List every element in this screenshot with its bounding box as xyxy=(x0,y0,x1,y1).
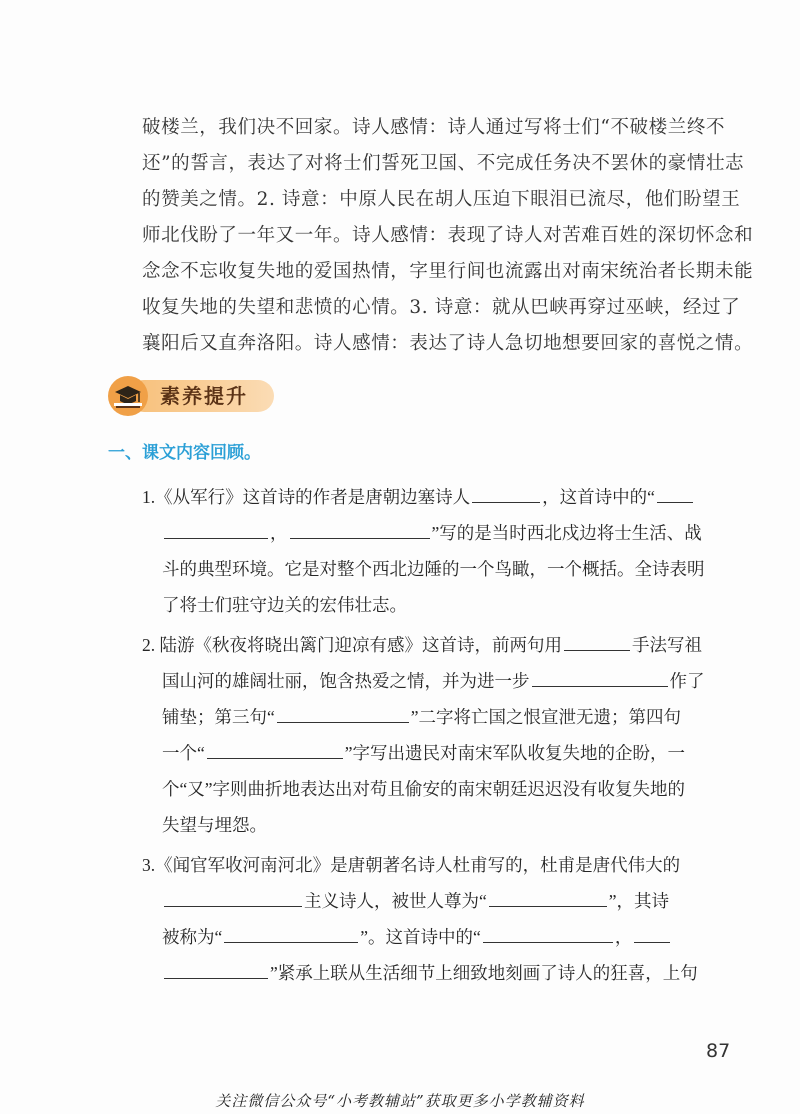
q3-text: 主义诗人，被世人尊为“ xyxy=(304,891,487,911)
q2-text: 铺垫；第三句“ xyxy=(162,707,275,727)
q2-line xyxy=(162,700,681,734)
page-number: 87 xyxy=(706,1040,731,1062)
q2-text: 一个“ xyxy=(162,743,205,763)
q2-line xyxy=(162,736,685,770)
q1-verse-blank-start[interactable] xyxy=(657,480,693,503)
answer-paragraph xyxy=(142,110,754,362)
q2-line: 个“又”字则曲折地表达出对苟且偷安的南宋朝廷迟迟没有收复失地的 xyxy=(162,779,686,799)
q1-verse-blank-2[interactable] xyxy=(290,516,430,539)
section-heading: 一、课文内容回顾。 xyxy=(108,443,261,463)
q1-comma: ， xyxy=(270,523,288,543)
q2-line xyxy=(162,664,705,698)
answer-line: 的赞美之情。2. 诗意：中原人民在胡人压迫下眼泪已流尽，他们盼望王 xyxy=(142,189,741,210)
q3-text: ”。这首诗中的“ xyxy=(360,927,481,947)
q3-verse-blank-1[interactable] xyxy=(483,920,613,943)
q1-line: 了将士们驻守边关的宏伟壮志。 xyxy=(162,595,407,615)
section-badge xyxy=(108,376,274,416)
q1-text: ”写的是当时西北戍边将士生活、战 xyxy=(431,523,702,543)
q2-line: 失望与埋怨。 xyxy=(162,815,267,835)
q2-text: 国山河的雄阔壮丽，饱含热爱之情，并为进一步 xyxy=(162,671,530,691)
q3-poetry-name-blank[interactable] xyxy=(224,920,358,943)
q2-text: ”字写出遗民对南宋军队收复失地的企盼，一 xyxy=(344,743,686,763)
q2-technique-blank[interactable] xyxy=(564,628,630,651)
q1-text: ，这首诗中的“ xyxy=(542,487,655,507)
badge-title: 素养提升 xyxy=(160,384,248,408)
answer-line: 师北伐盼了一年又一年。诗人感情：表现了诗人对苦难百姓的深切怀念和 xyxy=(142,225,754,246)
q1-text: 1.《从军行》这首诗的作者是唐朝边塞诗人 xyxy=(142,487,471,507)
badge-circle xyxy=(108,376,148,416)
answer-line: 襄阳后又直奔洛阳。诗人感情：表达了诗人急切地想要回家的喜悦之情。 xyxy=(142,333,754,354)
q3-line xyxy=(162,956,698,990)
answer-line: 破楼兰，我们决不回家。诗人感情：诗人通过写将士们“不破楼兰终不 xyxy=(142,117,726,138)
q3-title-blank[interactable] xyxy=(489,884,607,907)
q2-one-char-blank[interactable] xyxy=(207,736,343,759)
q3-line: 3.《闻官军收河南河北》是唐朝著名诗人杜甫写的，杜甫是唐代伟大的 xyxy=(142,855,681,875)
q1-line: 斗的典型环境。它是对整个西北边陲的一个鸟瞰，一个概括。全诗表明 xyxy=(162,559,705,579)
q3-line xyxy=(162,920,672,954)
q2-text: ”二字将亡国之恨宣泄无遗；第四句 xyxy=(410,707,682,727)
answer-line: 念念不忘收复失地的爱国热情，字里行间也流露出对南宋统治者长期未能 xyxy=(142,261,754,282)
q3-verse-blank-2[interactable] xyxy=(164,956,268,979)
q2-prepare-blank[interactable] xyxy=(532,664,668,687)
q2-text: 手法写祖 xyxy=(632,635,702,655)
graduation-cap-icon xyxy=(108,376,148,416)
q3-line xyxy=(162,884,669,918)
q2-two-chars-blank[interactable] xyxy=(277,700,409,723)
q3-ism-blank[interactable] xyxy=(164,884,302,907)
q2-text: 2. 陆游《秋夜将晓出篱门迎凉有感》这首诗，前两句用 xyxy=(142,635,562,655)
q3-text: ”紧承上联从生活细节上细致地刻画了诗人的狂喜，上句 xyxy=(270,963,698,983)
answer-line: 收复失地的失望和悲愤的心情。3. 诗意：就从巴峡再穿过巫峡，经过了 xyxy=(142,297,741,318)
q3-comma: ， xyxy=(614,927,633,947)
answer-line: 还”的誓言，表达了对将士们誓死卫国、不完成任务决不罢休的豪情壮志 xyxy=(142,153,745,174)
q3-text: 被称为“ xyxy=(162,927,223,947)
q3-verse-blank-2-start[interactable] xyxy=(634,920,670,943)
q1-author-blank[interactable] xyxy=(472,480,540,503)
q1-line xyxy=(162,516,702,550)
q2-text: 作了 xyxy=(669,671,705,691)
q1-line xyxy=(142,480,695,514)
q3-text: ”，其诗 xyxy=(608,891,670,911)
q1-verse-blank-1[interactable] xyxy=(164,516,268,539)
q2-line xyxy=(142,628,702,662)
footer-note: 关注微信公众号“小考教辅站”获取更多小学教辅资料 xyxy=(215,1092,585,1110)
